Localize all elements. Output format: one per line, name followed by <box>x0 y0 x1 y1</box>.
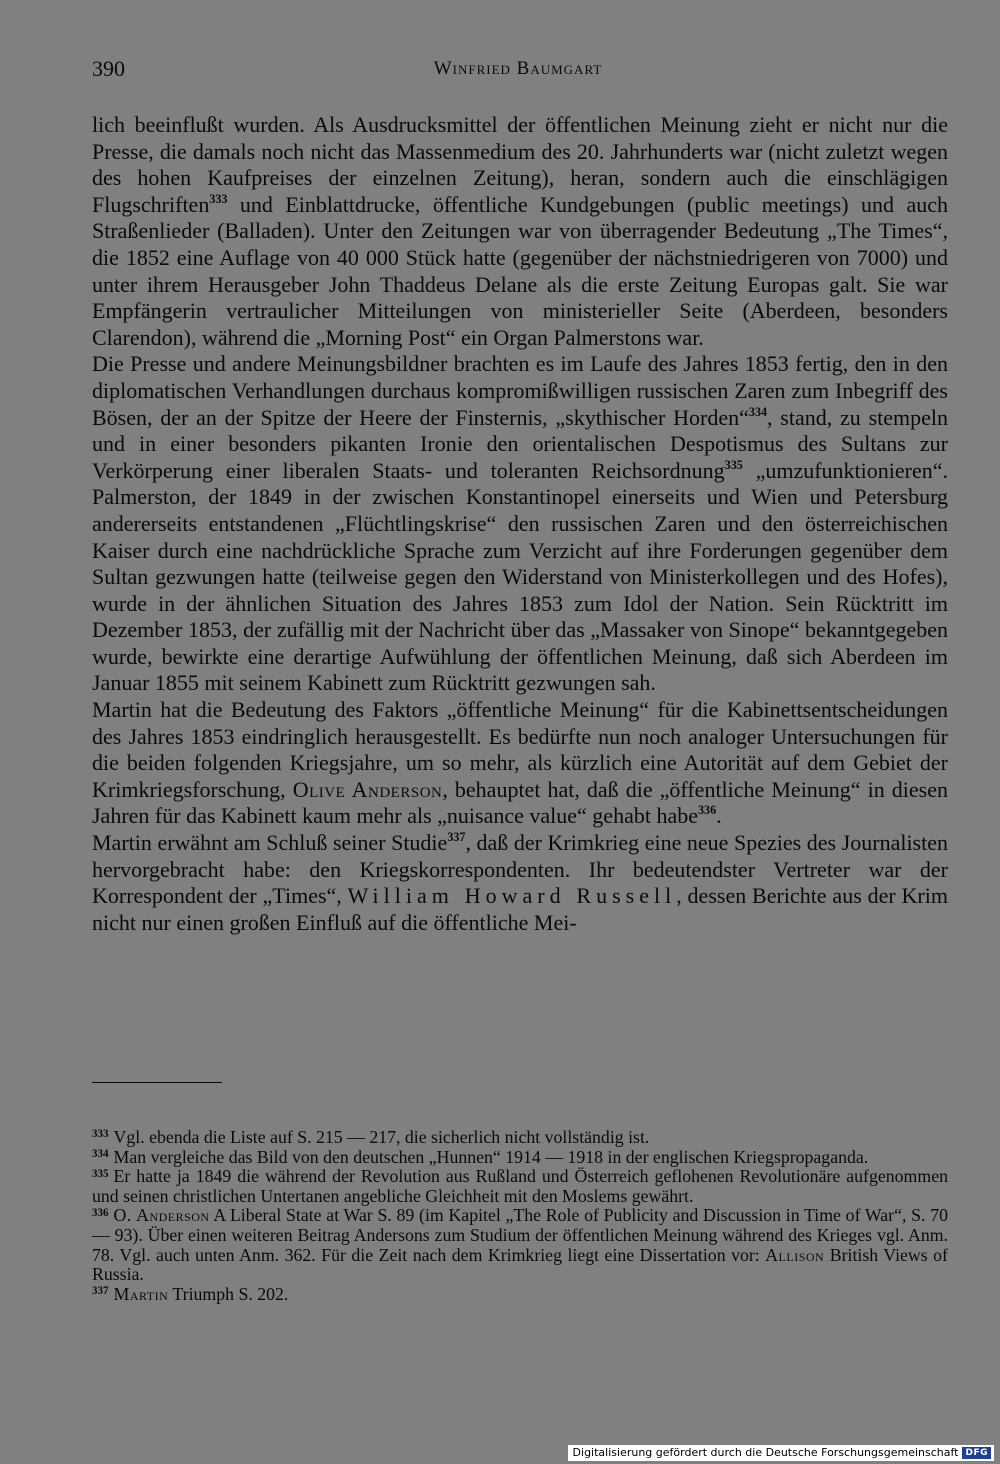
footnote-335 <box>92 1167 948 1206</box>
body-text <box>92 112 948 936</box>
text-run: . <box>716 803 722 829</box>
author-name: Martin <box>113 1283 169 1304</box>
footnote-text: Vgl. ebenda die Liste auf S. 215 — 217, die sicherlich nicht vollständig ist. <box>113 1127 650 1147</box>
footnote-mark: 335 <box>92 1167 109 1180</box>
spaced-name: William Howard Russell <box>347 883 677 909</box>
footnote-separator <box>92 1082 222 1083</box>
text-run: und Einblattdrucke, öffentliche Kundgebungen (public meetings) und auch Straßenlieder (Balladen). Unter den Zeitungen war von überragender Bedeutung „The Times“, die 1852 eine Auflage von 40 000 Stück hatte (gegenüber der nächstniedrigeren von 7000) und unter ihrem Herausgeber John Thaddeus Delane als die erste Zeitung Europas galt. Sie war Empfängerin vertraulicher Mitteilungen von ministerieller Seite (Aberdeen, besonders Clarendon), während die „Morning Post“ ein Organ Palmerstons war. <box>92 191 948 350</box>
footnote-text: Er hatte ja 1849 die während der Revolution aus Rußland und Österreich geflohenen Revolutionäre aufgenommen und seinen christlichen Untertanen angebliche Gleichheit mit den Moslems gewährt. <box>92 1166 948 1206</box>
text-run: Martin erwähnt am Schluß seiner Studie <box>92 830 448 856</box>
footnote-text: British Views of Russia. <box>92 1244 948 1285</box>
running-head: Winfried Baumgart <box>433 58 603 79</box>
footnotes <box>92 1128 948 1304</box>
footnote-text: A Liberal State at War S. 89 (im Kapitel „The Role of Publicity and Discussion in Time of War“, S. 70 — 93). Über einen weiteren Beitrag Andersons zum Studium der öffentlichen Meinung während des Krieges vgl. Anm. 78. Vgl. auch unten Anm. 362. Für die Zeit nach dem Krimkrieg liegt eine Dissertation vor: <box>92 1205 949 1265</box>
text-run: , dessen Berichte aus der Krim nicht nur einen großen Einfluß auf die öffentliche Mei- <box>92 883 948 935</box>
text-run: , stand, zu stempeln und in einer besonders pikanten Ironie den orientalischen Despotismus des Sultans zur Verkörperung einer liberalen Staats- und toleranten Reichsordnung <box>92 404 948 483</box>
text-run: Die Presse und andere Meinungsbildner brachten es im Laufe des Jahres 1853 fertig, den in den diplomatischen Verhandlungen durchaus kompromißwilligen russischen Zaren zum Inbegriff des Bösen, der an der Spitze der Heere der Finsternis, „skythischer Horden“ <box>92 351 948 430</box>
digitization-credit <box>568 1445 994 1461</box>
text-run: , behauptet hat, daß die „öffentliche Meinung“ in diesen Jahren für das Kabinett kaum mehr als „nuisance value“ gehabt habe <box>92 776 948 829</box>
credit-text: Digitalisierung gefördert durch die Deutsche Forschungsgemeinschaft <box>572 1446 959 1459</box>
text-run: lich beeinflußt wurden. Als Ausdrucksmittel der öffentlichen Meinung zieht er nicht nur die Presse, die damals noch nicht das Massenmedium des 20. Jahrhunderts war (nicht zuletzt wegen des hohen Kaufpreises der einzelnen Zeitung), heran, sondern auch die einschlägigen Flugschriften <box>92 112 948 217</box>
paragraph-4 <box>92 830 948 936</box>
text-run: , daß der Krimkrieg eine neue Spezies des Journalisten hervorgebracht habe: den Kriegskorrespondenten. Ihr bedeutendster Vertreter war der Korrespondent der „Times“, <box>92 830 948 909</box>
page-number: 390 <box>92 56 125 81</box>
paragraph-1 <box>92 112 948 351</box>
author-name: O. Anderson <box>113 1205 210 1226</box>
footnote-mark: 337 <box>92 1285 109 1298</box>
footnote-336 <box>92 1206 948 1284</box>
dfg-logo-icon: DFG <box>962 1447 991 1459</box>
paragraph-3 <box>92 697 948 830</box>
footnote-mark: 334 <box>92 1148 109 1161</box>
footnote-mark: 333 <box>92 1128 109 1141</box>
text-run: „umzufunktionieren“. Palmerston, der 1849 in der zwischen Konstantinopel einerseits und Wien und Petersburg andererseits entstandenen „Flüchtlingskrise“ den russischen Zaren und den österreichischen Kaiser durch eine nachdrückliche Sprache zum Verzicht auf ihre Forderungen gegenüber dem Sultan gezwungen hatte (teilweise gegen den Widerstand von Ministerkollegen und des Hofes), wurde in der ähnlichen Situation des Jahres 1853 zum Idol der Nation. Sein Rücktritt im Dezember 1853, der zufällig mit der Nachricht über das „Massaker von Sinope“ bekanntgegeben wurde, bewirkte eine derartige Aufwühlung der öffentlichen Meinung, daß sich Aberdeen im Januar 1855 mit seinem Kabinett zum Rücktritt gezwungen sah. <box>92 457 948 696</box>
footnote-ref-335: 335 <box>724 457 743 472</box>
footnote-ref-333: 333 <box>209 191 228 206</box>
footnote-mark: 336 <box>92 1206 109 1219</box>
footnote-334 <box>92 1148 948 1168</box>
author-name: Olive Anderson <box>292 776 443 802</box>
footnote-ref-336: 336 <box>697 803 717 818</box>
footnote-ref-334: 334 <box>748 404 768 419</box>
footnote-text: Man vergleiche das Bild von den deutschen „Hunnen“ 1914 — 1918 in der englischen Kriegspropaganda. <box>113 1146 869 1167</box>
footnote-ref-337: 337 <box>447 829 466 844</box>
footnote-333 <box>92 1128 948 1148</box>
author-name: Allison <box>765 1244 825 1265</box>
footnote-337 <box>92 1285 948 1305</box>
footnote-text: Triumph S. 202. <box>168 1283 289 1304</box>
text-run: Martin hat die Bedeutung des Faktors „öffentliche Meinung“ für die Kabinettsentscheidungen des Jahres 1853 eindringlich herausgestellt. Es bedürfte nun noch analoger Untersuchungen für die beiden folgenden Kriegsjahre, um so mehr, als kürzlich eine Autorität auf dem Gebiet der Krimkriegsforschung, <box>92 697 948 802</box>
paragraph-2 <box>92 351 948 697</box>
